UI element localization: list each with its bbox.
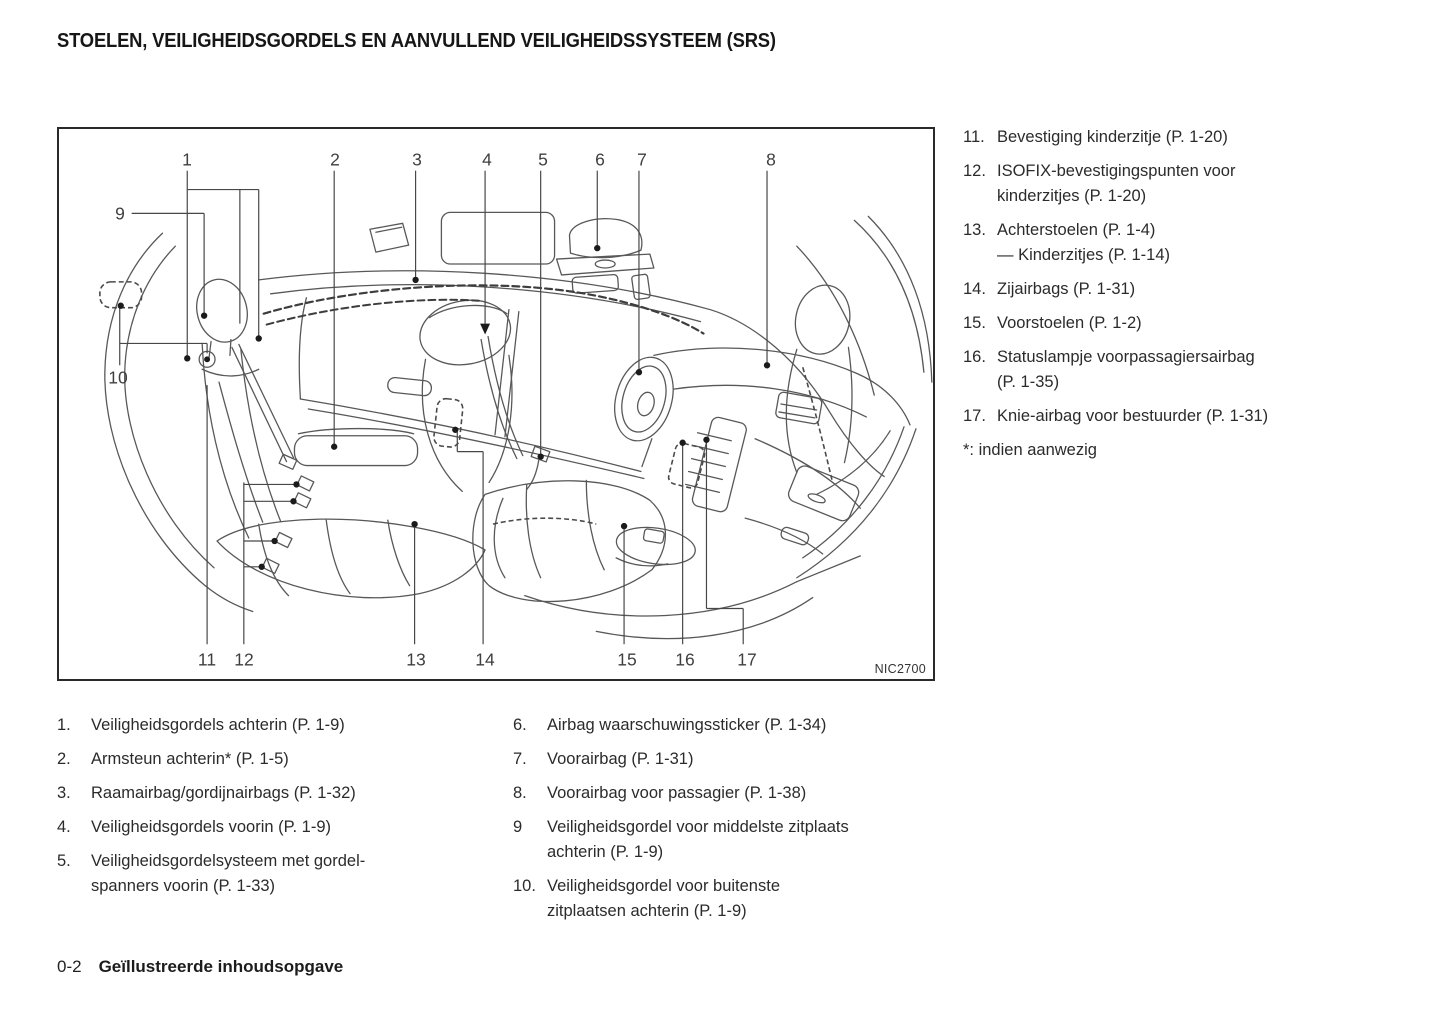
callout-7: 7: [637, 149, 647, 170]
legend-item-number: 13.: [963, 221, 986, 239]
legend-item-number: 2.: [57, 750, 71, 768]
callout-3: 3: [412, 149, 422, 170]
legend-item-number: 6.: [513, 716, 527, 734]
legend-column-1: [57, 713, 492, 908]
legend-item-17: 17. Knie-airbag voor bestuurder (P. 1-31): [963, 404, 1393, 429]
legend-item-number: 12.: [963, 162, 986, 180]
legend-item-number: 9: [513, 818, 523, 836]
legend-item-12: 12. ISOFIX-bevestigingspunten voor kinderzitjes (P. 1-20): [963, 159, 1393, 209]
callout-2: 2: [330, 149, 340, 170]
legend-item-5: 5. Veiligheidsgordelsysteem met gordel- spanners voorin (P. 1-33): [57, 849, 492, 899]
page-number: 0-2: [57, 957, 82, 976]
legend-item-16: 16. Statuslampje voorpassagiersairbag (P. 1-35): [963, 345, 1393, 395]
legend-column-3: [963, 125, 1393, 472]
legend-item-15: 15. Voorstoelen (P. 1-2): [963, 311, 1393, 336]
car-interior-line-art: [59, 129, 933, 679]
callout-11: 11: [197, 649, 217, 670]
callout-1: 1: [182, 149, 192, 170]
legend-item-number: 16.: [963, 348, 986, 366]
figure-code: NIC2700: [874, 662, 926, 676]
callout-15: 15: [617, 649, 637, 670]
legend-footnote: *: indien aanwezig: [963, 441, 1097, 459]
callout-16: 16: [675, 649, 695, 670]
callout-8: 8: [766, 149, 776, 170]
callout-14: 14: [475, 649, 495, 670]
legend-item-9: 9 Veiligheidsgordel voor middelste zitplaats achterin (P. 1-9): [513, 815, 958, 865]
legend-item-number: 11.: [963, 128, 985, 146]
callout-4: 4: [482, 149, 492, 170]
legend-item-number: 5.: [57, 852, 71, 870]
legend-item-number: 4.: [57, 818, 71, 836]
callout-9: 9: [115, 203, 125, 224]
callout-10: 10: [108, 367, 128, 388]
legend-item-number: 7.: [513, 750, 527, 768]
legend-item-number: 1.: [57, 716, 71, 734]
legend-item-8: 8. Voorairbag voor passagier (P. 1-38): [513, 781, 958, 806]
legend-item-number: 10.: [513, 877, 536, 895]
legend-item-number: 17.: [963, 407, 986, 425]
legend-item-number: 3.: [57, 784, 71, 802]
legend-item-2: 2. Armsteun achterin* (P. 1-5): [57, 747, 492, 772]
callout-12: 12: [234, 649, 254, 670]
legend-item-number: 15.: [963, 314, 986, 332]
callout-13: 13: [406, 649, 426, 670]
legend-item-11: 11. Bevestiging kinderzitje (P. 1-20): [963, 125, 1393, 150]
legend-item-number: 8.: [513, 784, 527, 802]
section-title: Geïllustreerde inhoudsopgave: [98, 957, 344, 976]
page-footer: [57, 957, 343, 977]
legend-item-10: 10. Veiligheidsgordel voor buitenste zitplaatsen achterin (P. 1-9): [513, 874, 958, 924]
callout-17: 17: [737, 649, 757, 670]
car-interior-figure: [57, 127, 935, 681]
legend-item-14: 14. Zijairbags (P. 1-31): [963, 277, 1393, 302]
legend-item-number: 14.: [963, 280, 986, 298]
legend-item-7: 7. Voorairbag (P. 1-31): [513, 747, 958, 772]
legend-item-4: 4. Veiligheidsgordels voorin (P. 1-9): [57, 815, 492, 840]
callout-6: 6: [595, 149, 605, 170]
callout-5: 5: [538, 149, 548, 170]
legend-item-6: 6. Airbag waarschuwingssticker (P. 1-34): [513, 713, 958, 738]
page-title: STOELEN, VEILIGHEIDSGORDELS EN AANVULLEND VEILIGHEIDSSYSTEEM (SRS): [57, 30, 776, 52]
legend-item-13: 13. Achterstoelen (P. 1-4) — Kinderzitjes (P. 1-14): [963, 218, 1393, 268]
legend-column-2: [513, 713, 958, 933]
legend-item-3: 3. Raamairbag/gordijnairbags (P. 1-32): [57, 781, 492, 806]
legend-item-1: 1. Veiligheidsgordels achterin (P. 1-9): [57, 713, 492, 738]
